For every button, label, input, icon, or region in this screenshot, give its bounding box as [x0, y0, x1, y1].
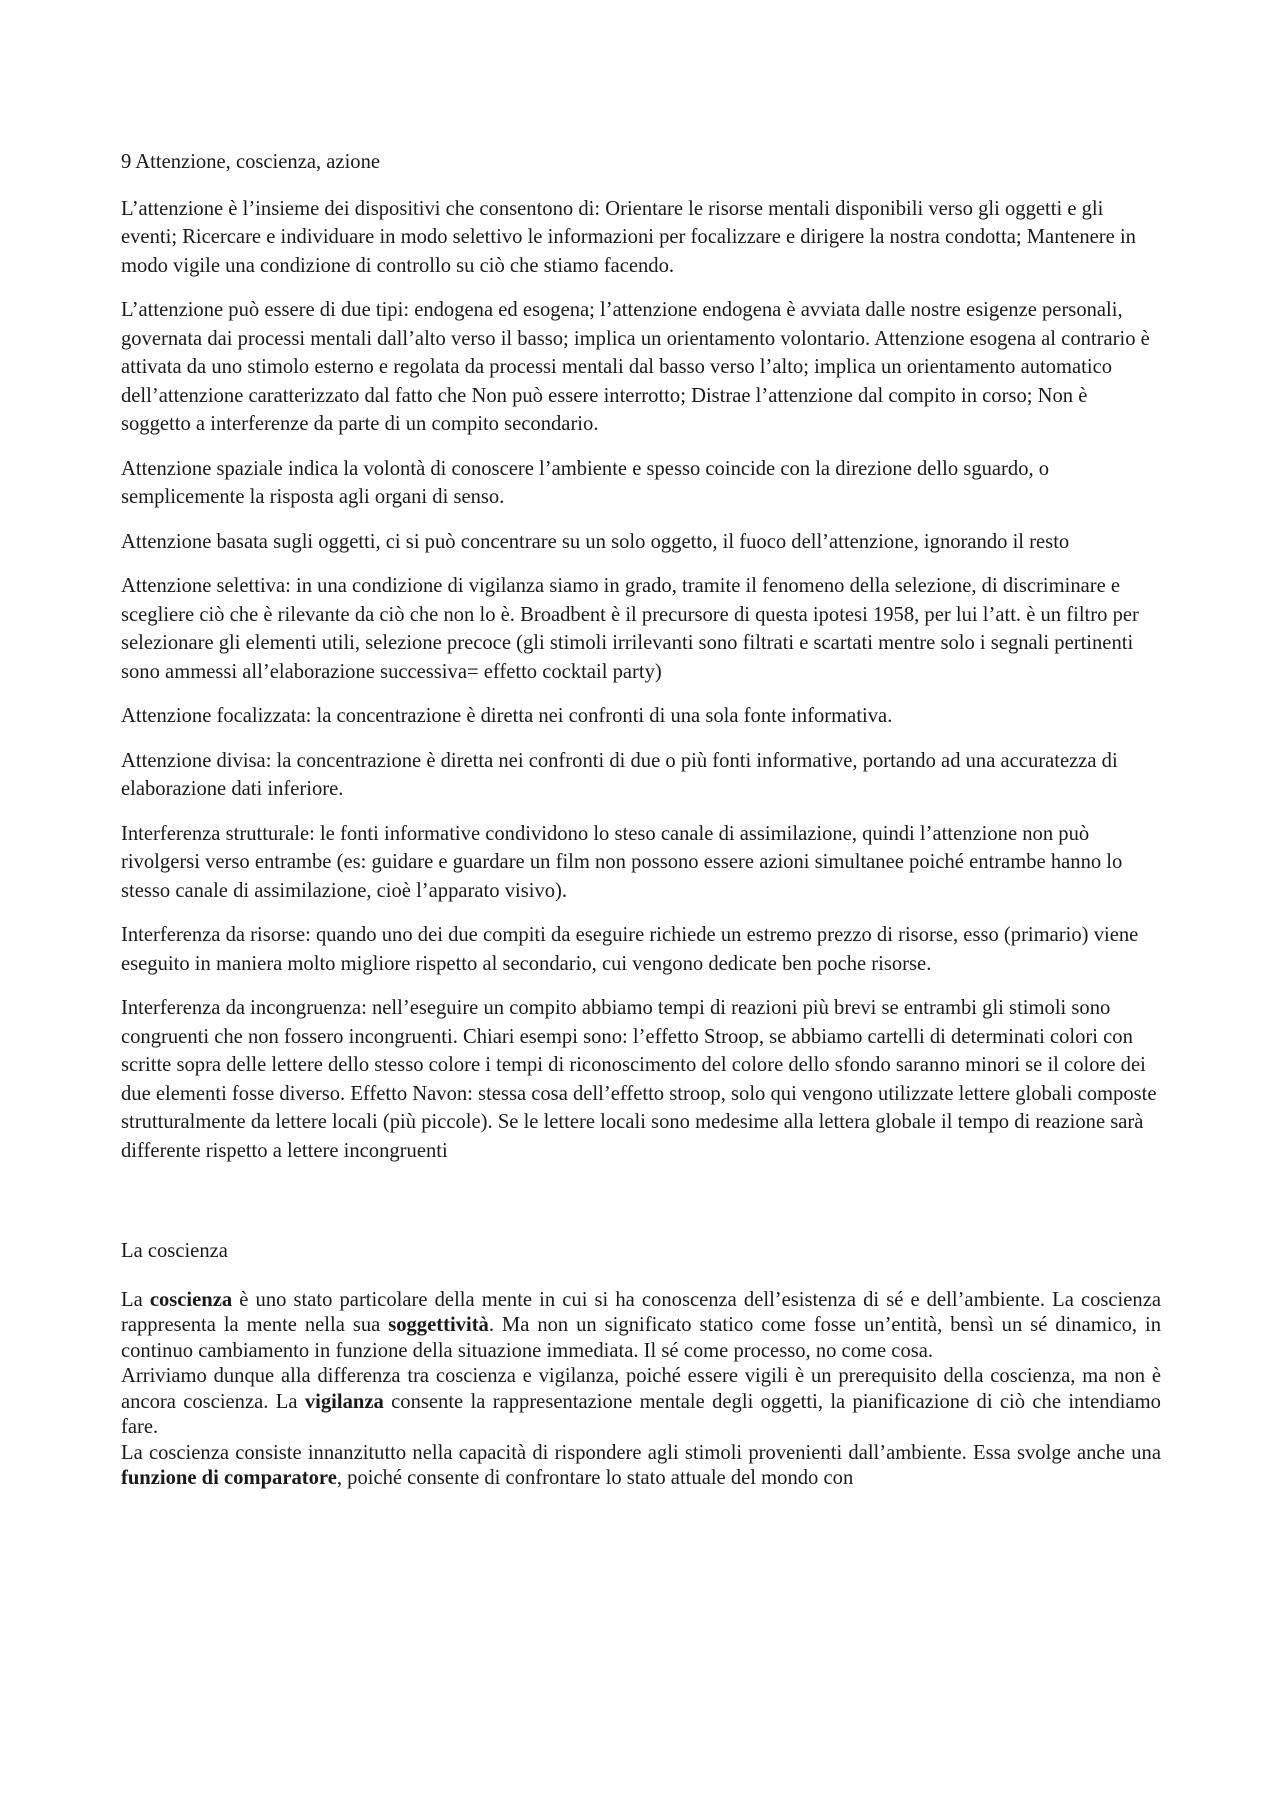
paragraph-attenzione-focalizzata: Attenzione focalizzata: la concentrazione è diretta nei confronti di una sola fonte informativa.: [121, 705, 893, 727]
section-spacer: [121, 1181, 1161, 1237]
paragraph-interferenza-incongruenza: Interferenza da incongruenza: nell’eseguire un compito abbiamo tempi di reazioni più brevi se entrambi gli stimoli sono congruenti che non fossero incongruenti. Chiari esempi sono: l’effetto Stroop, se abbiamo cartelli di determinati colori con scritte sopra delle lettere dello stesso colore i tempi di riconoscimento del colore dello sfondo saranno minori se il colore dei due elementi fosse diverso. Effetto Navon: stessa cosa dell’effetto stroop, solo qui vengono utilizzate lettere globali composte strutturalmente da lettere locali (più piccole). Se le lettere locali sono medesime alla lettera globale il tempo di reazione sarà differente rispetto a lettere incongruenti: [121, 997, 1157, 1162]
document-body: [121, 148, 1161, 1492]
paragraph-attenzione-oggetti: Attenzione basata sugli oggetti, ci si può concentrare su un solo oggetto, il fuoco dell’attenzione, ignorando il resto: [121, 530, 1070, 553]
paragraph-attenzione-divisa: Attenzione divisa: la concentrazione è diretta nei confronti di due o più fonti informative, portando ad una accuratezza di elaborazione dati inferiore.: [121, 749, 1118, 800]
paragraph-coscienza-vigilanza: Arriviamo dunque alla differenza tra coscienza e vigilanza, poiché essere vigili è un prerequisito della coscienza, ma non è ancora coscienza. La vigilanza consente la rappresentazione mentale degli oggetti, la pianificazione di ciò che intendiamo fare.: [121, 1365, 1161, 1438]
paragraph-coscienza-comparatore: La coscienza consiste innanzitutto nella capacità di rispondere agli stimoli provenienti dall’ambiente. Essa svolge anche una funzione di comparatore, poiché consente di confrontare lo stato attuale del mondo con: [121, 1441, 1161, 1489]
paragraph-endogena-esogena: L’attenzione può essere di due tipi: endogena ed esogena; l’attenzione endogena è avviata dalle nostre esigenze personali, governata dai processi mentali dall’alto verso il basso; implica un orientamento volontario. Attenzione esogena al contrario è attivata da uno stimolo esterno e regolata da processi mentali dal basso verso l’alto; implica un orientamento automatico dell’attenzione caratterizzato dal fatto che Non può essere interrotto; Distrae l’attenzione dal compito in corso; Non è soggetto a interferenze da parte di un compito secondario.: [121, 299, 1150, 435]
document-title: 9 Attenzione, coscienza, azione: [121, 151, 381, 173]
paragraph-definition: L’attenzione è l’insieme dei dispositivi che consentono di: Orientare le risorse mentali disponibili verso gli oggetti e gli eventi; Ricercare e individuare in modo selettivo le informazioni per focalizzare e dirigere la nostra condotta; Mantenere in modo vigile una condizione di controllo su ciò che stiamo facendo.: [121, 197, 1136, 277]
paragraph-attenzione-selettiva: Attenzione selettiva: in una condizione di vigilanza siamo in grado, tramite il fenomeno della selezione, di discriminare e scegliere ciò che è rilevante da ciò che non lo è. Broadbent è il precursore di questa ipotesi 1958, per lui l’att. è un filtro per selezionare gli elementi utili, selezione precoce (gli stimoli irrilevanti sono filtrati e scartati mentre solo i segnali pertinenti sono ammessi all’elaborazione successiva= effetto cocktail party): [121, 575, 1139, 683]
section-title-coscienza: La coscienza: [121, 1240, 228, 1262]
bold-term: soggettività: [388, 1314, 489, 1336]
paragraph-interferenza-risorse: Interferenza da risorse: quando uno dei due compiti da eseguire richiede un estremo prezzo di risorse, esso (primario) viene eseguito in maniera molto migliore rispetto al secondario, cui vengono dedicate ben poche risorse.: [121, 924, 1139, 975]
bold-term: funzione di comparatore: [121, 1467, 337, 1489]
paragraph-attenzione-spaziale: Attenzione spaziale indica la volontà di conoscere l’ambiente e spesso coincide con la direzione dello sguardo, o semplicemente la risposta agli organi di senso.: [121, 457, 1050, 508]
paragraph-interferenza-strutturale: Interferenza strutturale: le fonti informative condividono lo steso canale di assimilazione, quindi l’attenzione non può rivolgersi verso entrambe (es: guidare e guardare un film non possono essere azioni simultanee poiché entrambe hanno lo stesso canale di assimilazione, cioè l’apparato visivo).: [121, 822, 1123, 902]
bold-term: vigilanza: [304, 1390, 384, 1413]
bold-term: coscienza: [149, 1288, 233, 1311]
paragraph-coscienza-definizione: La coscienza è uno stato particolare della mente in cui si ha conoscenza dell’esistenza di sé e dell’ambiente. La coscienza rappresenta la mente nella sua soggettività. Ma non un significato statico come fosse un’entità, bensì un sé dinamico, in continuo cambiamento in funzione della situazione immediata. Il sé come processo, no come cosa.: [121, 1288, 1161, 1362]
